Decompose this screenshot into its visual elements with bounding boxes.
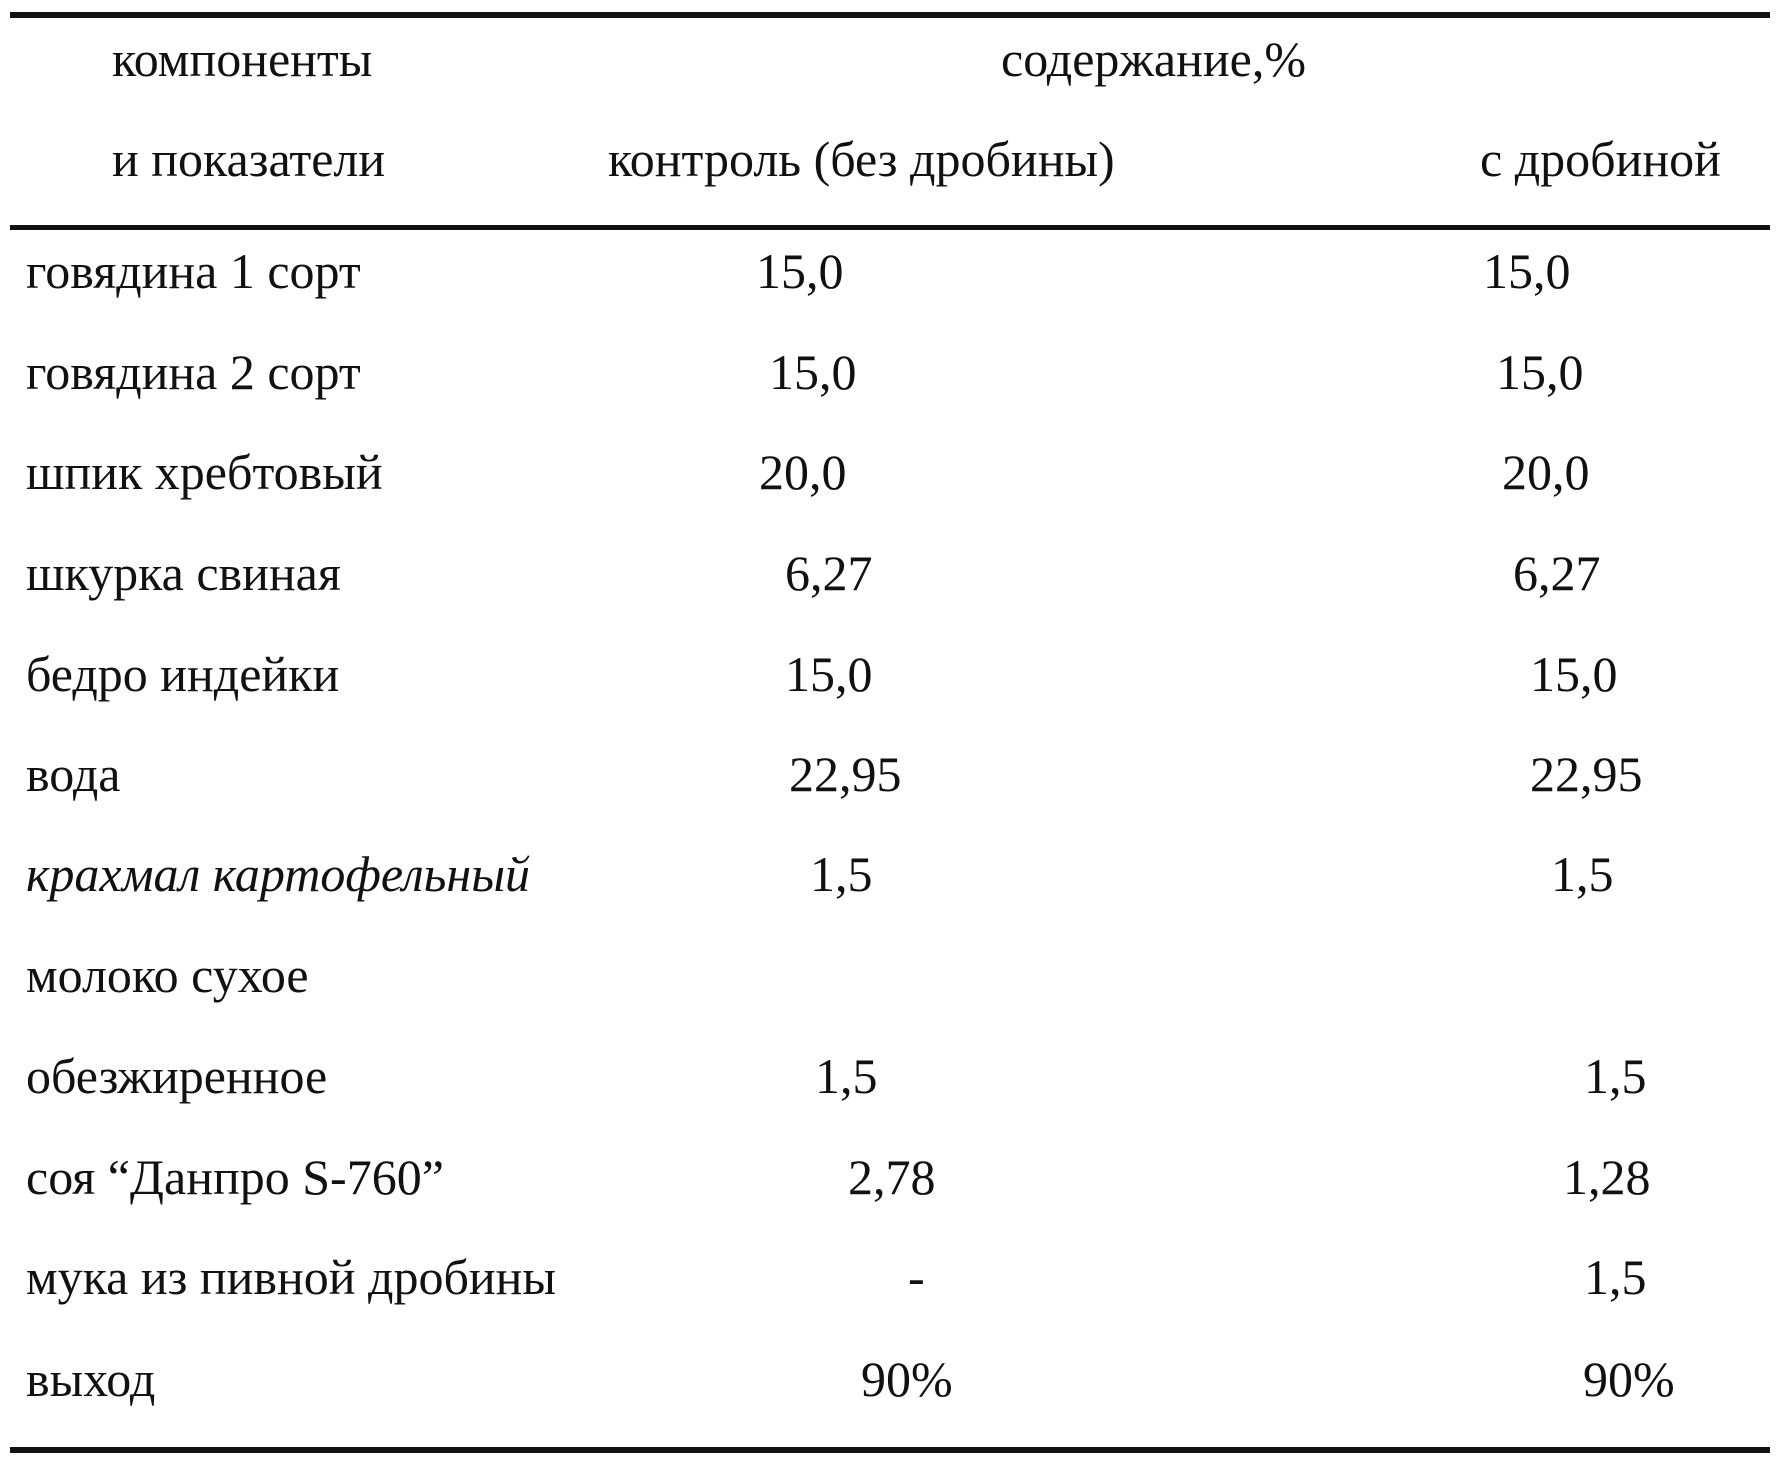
header-components-line1: компоненты <box>112 31 373 87</box>
header-content-heading: содержание,% <box>1001 31 1306 87</box>
row-label: мука из пивной дробины <box>26 1249 557 1305</box>
row-label: говядина 2 сорт <box>26 344 361 400</box>
row-label: вода <box>26 746 121 802</box>
control-value: 2,78 <box>848 1149 936 1205</box>
control-value: 1,5 <box>810 846 873 902</box>
row-label: шпик хребтовый <box>26 444 383 500</box>
control-value: 6,27 <box>785 545 873 601</box>
row-label: обезжиренное <box>26 1048 328 1104</box>
control-value: 15,0 <box>769 344 857 400</box>
control-value: 20,0 <box>759 444 847 500</box>
control-value: 15,0 <box>785 646 873 702</box>
with-grain-value: 1,5 <box>1584 1048 1647 1104</box>
row-label: говядина 1 сорт <box>26 243 361 299</box>
header-with-grain-column: с дробиной <box>1480 131 1721 187</box>
control-value: 90% <box>861 1351 953 1407</box>
control-value: - <box>908 1249 925 1305</box>
with-grain-value: 15,0 <box>1483 243 1571 299</box>
row-label: крахмал картофельный <box>26 846 531 902</box>
control-value: 1,5 <box>815 1048 878 1104</box>
control-value: 22,95 <box>789 746 902 802</box>
row-label: бедро индейки <box>26 646 340 702</box>
row-label: соя “Данпро S-760” <box>26 1149 444 1205</box>
row-label: выход <box>26 1351 156 1407</box>
table-bottom-rule <box>10 1447 1770 1453</box>
with-grain-value: 6,27 <box>1513 545 1601 601</box>
table-top-rule <box>10 12 1770 18</box>
header-control-column: контроль (без дробины) <box>608 131 1115 187</box>
with-grain-value: 15,0 <box>1530 646 1618 702</box>
header-components-line2: и показатели <box>112 131 386 187</box>
with-grain-value: 1,28 <box>1563 1149 1651 1205</box>
row-label: шкурка свиная <box>26 545 341 601</box>
with-grain-value: 90% <box>1583 1351 1675 1407</box>
with-grain-value: 22,95 <box>1530 746 1643 802</box>
with-grain-value: 1,5 <box>1551 846 1614 902</box>
header-separator-rule <box>10 225 1770 230</box>
with-grain-value: 20,0 <box>1502 444 1590 500</box>
with-grain-value: 15,0 <box>1496 344 1584 400</box>
with-grain-value: 1,5 <box>1584 1249 1647 1305</box>
control-value: 15,0 <box>756 243 844 299</box>
row-label: молоко сухое <box>26 947 309 1003</box>
